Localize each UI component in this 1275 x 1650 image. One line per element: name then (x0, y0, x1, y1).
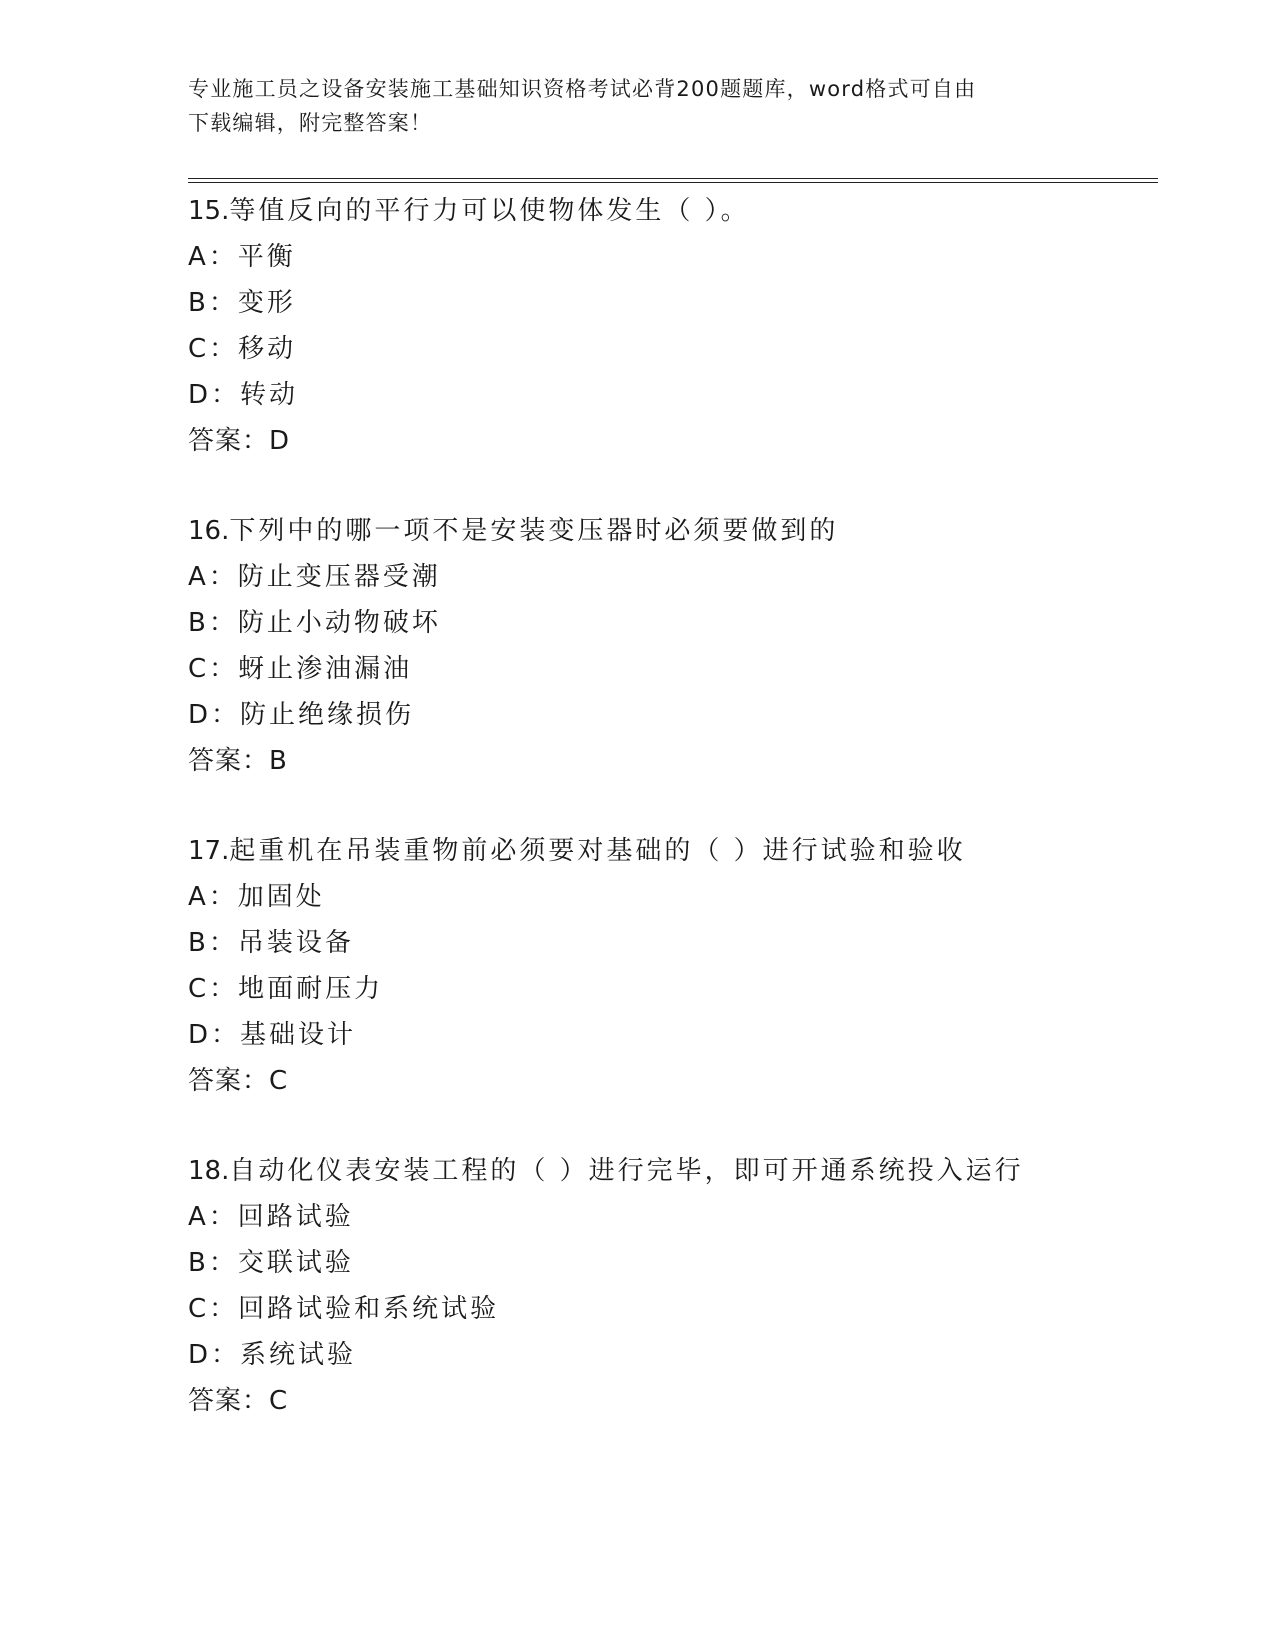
question-18 (188, 1148, 1148, 1468)
option-a: A：平衡 (188, 242, 296, 272)
question-15 (188, 188, 1148, 508)
option-c: C：移动 (188, 334, 297, 364)
header-title-line-2: 下载编辑，附完整答案！ (188, 111, 433, 135)
answer-line: 答案：C (188, 1386, 289, 1416)
question-list (188, 188, 1148, 1468)
option-b: B：变形 (188, 288, 296, 318)
option-c: C：地面耐压力 (188, 974, 384, 1004)
answer-line: 答案：D (188, 426, 291, 456)
question-number: 16. (188, 516, 230, 546)
question-16 (188, 508, 1148, 828)
question-text: 自动化仪表安装工程的（ ）进行完毕，即可开通系统投入运行 (229, 1156, 1024, 1186)
question-stem (188, 508, 1148, 554)
question-number: 18. (188, 1156, 230, 1186)
question-text: 下列中的哪一项不是安装变压器时必须要做到的 (229, 516, 839, 546)
option-a: A：加固处 (188, 882, 325, 912)
option-c: C：回路试验和系统试验 (188, 1294, 500, 1324)
document-header (188, 72, 1088, 140)
header-divider (188, 178, 1158, 183)
question-text: 等值反向的平行力可以使物体发生（ ）。 (229, 196, 750, 226)
option-a: A：防止变压器受潮 (188, 562, 441, 592)
question-number: 15. (188, 196, 230, 226)
option-d: D：基础设计 (188, 1020, 357, 1050)
option-d: D：防止绝缘损伤 (188, 700, 415, 730)
question-number: 17. (188, 836, 230, 866)
question-17 (188, 828, 1148, 1148)
option-d: D：系统试验 (188, 1340, 357, 1370)
question-stem (188, 828, 1148, 874)
answer-line: 答案：C (188, 1066, 289, 1096)
option-b: B：吊装设备 (188, 928, 354, 958)
question-text: 起重机在吊装重物前必须要对基础的（ ）进行试验和验收 (229, 836, 966, 866)
question-stem (188, 188, 1148, 234)
option-d: D：转动 (188, 380, 299, 410)
header-title-line-1: 专业施工员之设备安装施工基础知识资格考试必背200题题库，word格式可自由 (188, 77, 977, 101)
option-a: A：回路试验 (188, 1202, 354, 1232)
option-b: B：交联试验 (188, 1248, 354, 1278)
option-c: C：蚜止渗油漏油 (188, 654, 413, 684)
answer-line: 答案：B (188, 746, 288, 776)
option-b: B：防止小动物破坏 (188, 608, 441, 638)
question-stem (188, 1148, 1148, 1194)
